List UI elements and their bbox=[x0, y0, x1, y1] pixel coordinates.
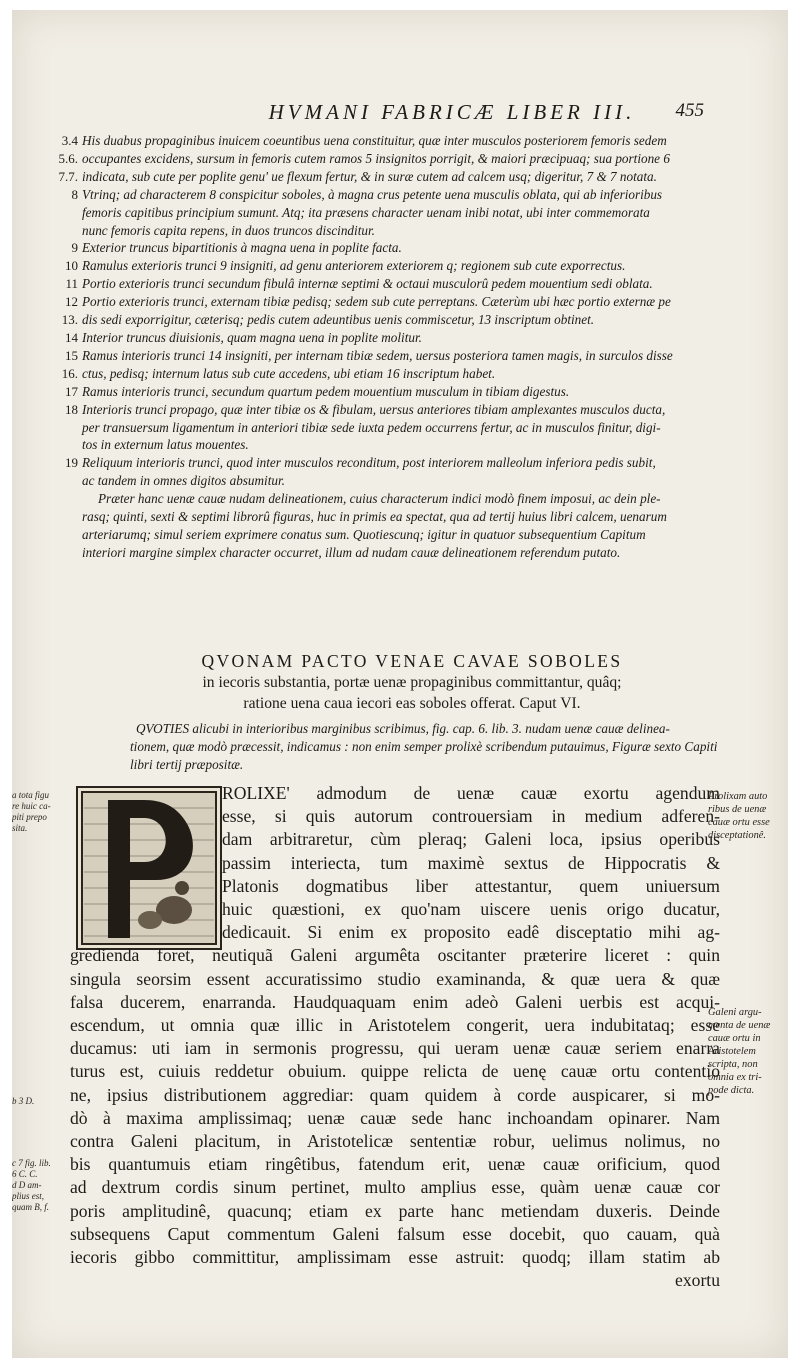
body-line: huic quæstioni, ex quo'nam uiscere uenis origo ducatur, bbox=[222, 899, 720, 920]
closing-note-line: rasq; quinti, sexti & septimi librorû figuras, huc in primis ea spectat, qua ad tertij huius libri calcem, uenarum bbox=[82, 509, 667, 525]
right-margin-note bbox=[708, 1006, 788, 1097]
legend-number: 13. bbox=[61, 312, 78, 328]
legend-text: Ramulus exterioris trunci 9 insigniti, ad genu anteriorem exteriorem q; regionem sub cute exporrectus. bbox=[82, 258, 626, 274]
legend-text: Vtrinq; ad characterem 8 conspicitur soboles, à magna crus petente uena musculis oblata, qui ab inferioribus bbox=[82, 186, 663, 202]
left-margin-note bbox=[12, 1096, 56, 1107]
running-head: HVMANI FABRICÆ LIBER III. bbox=[268, 100, 636, 124]
body-line: falsa ducerem, enarranda. Haudquaquam enim adeò Galeni uerbis est acqui- bbox=[70, 991, 720, 1012]
margin-note-line: disceptationê. bbox=[708, 830, 767, 841]
margin-note-line: Galeni argu- bbox=[708, 1007, 762, 1018]
legend-text: per transuersum ligamentum in anteriori tibiæ sede iuxta pedem occurrens fertur, ac in musculos finitur, digi- bbox=[82, 419, 661, 435]
legend-entry bbox=[32, 347, 752, 365]
legend-text: Ramus interioris trunci, secundum quartum pedem mouentium musculum in tibiam digestus. bbox=[82, 383, 570, 399]
right-margin-note bbox=[708, 790, 788, 842]
legend-number: 10 bbox=[65, 258, 78, 274]
left-margin-note bbox=[12, 790, 56, 834]
chapter-note-line: libri tertij præpositæ. bbox=[130, 756, 244, 772]
body-line: ne, ipsius distributionem aggrediar: quam quidem à corde auspicarer, si mo- bbox=[70, 1084, 720, 1105]
margin-note-line: Aristotelem bbox=[708, 1046, 756, 1057]
chapter-note bbox=[130, 720, 750, 774]
legend-number: 18 bbox=[65, 401, 78, 417]
closing-note-line: interiori margine simplex character occurret, illum ad nudam cauæ delineationem referendum putato. bbox=[82, 544, 621, 560]
legend-entry bbox=[32, 311, 752, 329]
legend-number: 8 bbox=[71, 186, 78, 202]
body-line: dò à maxima amplissimaq; uenæ cauæ sede hanc inchoandam opinarer. Nam bbox=[70, 1107, 720, 1128]
margin-note-line: scripta, non bbox=[708, 1059, 758, 1070]
body-line: dedicauit. Si enim ex proposito eadê disceptatio mihi ag- bbox=[222, 922, 720, 943]
book-page bbox=[12, 10, 788, 1358]
margin-note-line: quam B, f. bbox=[12, 1202, 49, 1212]
legend-entry bbox=[32, 239, 752, 257]
legend-entry bbox=[32, 293, 752, 311]
body-line: escendum, ut omnia quæ illic in Aristotelem congerit, uera indubitataq; esse bbox=[70, 1015, 720, 1036]
closing-note-line: Præter hanc uenæ cauæ nudam delineationem, cuius characterum indici modò finem imposui, ac dein ple- bbox=[98, 491, 661, 507]
margin-note-line: plius est, bbox=[12, 1191, 45, 1201]
margin-note-line: piti prepo bbox=[12, 812, 47, 822]
body-line: esse, si quis autorum controuersiam in medium adferen- bbox=[222, 806, 720, 827]
body-line: poris amplitudinê, quacunq; etiam ex parte hanc metiendam duxeris. Deinde bbox=[70, 1200, 720, 1221]
legend-number: 12 bbox=[65, 294, 78, 310]
legend-number: 7.7. bbox=[58, 168, 78, 184]
body-line: Platonis dogmatibus liber attestantur, quem uniuersum bbox=[222, 875, 720, 896]
legend-entry bbox=[32, 186, 752, 240]
legend-text: tos in externum latus mouentes. bbox=[82, 437, 249, 453]
chapter-title-line-3: ratione uena caua iecori eas soboles offerat. Caput VI. bbox=[243, 695, 581, 712]
chapter-note-line: tionem, quæ modò præcessit, indicamus : non enim semper prolixè scribendum putauimus, Figuræ sexto Capiti bbox=[130, 738, 718, 754]
closing-note-line: arteriarumq; simul seriem exprimere conatus sum. Quotiescunq; igitur in quatuor subsequentium Capitum bbox=[82, 526, 646, 542]
margin-note-line: re huic ca- bbox=[12, 801, 51, 811]
legend-text: Interioris trunci propago, quæ inter tibiæ os & fibulam, uersus anteriores tibiam amplexantes musculos ducta, bbox=[82, 401, 666, 417]
body-line: ROLIXE' admodum de uenæ cauæ exortu agendum bbox=[222, 783, 720, 803]
legend-entry bbox=[32, 365, 752, 383]
margin-note-line: Prolixam auto bbox=[708, 791, 768, 802]
legend-number: 9 bbox=[71, 240, 78, 256]
closing-note bbox=[32, 490, 752, 562]
margin-note-line: a tota figu bbox=[12, 790, 50, 800]
body-line: subsequens Caput commentum Galeni falsum esse docebit, quo cauam, quà bbox=[70, 1223, 720, 1244]
legend-text: dis sedi exporrigitur, cæterisq; pedis cutem adeuntibus uenis commiscetur, 13 inscriptum obtinet. bbox=[82, 312, 595, 328]
margin-note-line: c 7 fig. lib. bbox=[12, 1158, 51, 1168]
chapter-title-line-2: in iecoris substantia, portæ uenæ propaginibus committantur, quâq; bbox=[202, 674, 622, 691]
legend-entry bbox=[32, 329, 752, 347]
legend-text: His duabus propaginibus inuicem coeuntibus uena constituitur, quæ inter musculos posteriorem femoris sedem bbox=[82, 133, 667, 148]
left-margin-note bbox=[12, 1158, 56, 1213]
body-line: bis quantumuis etiam ringêtibus, fatendum erit, uenæ cauæ orificium, quod bbox=[70, 1154, 720, 1175]
legend-number: 5.6. bbox=[58, 150, 78, 166]
legend-entry bbox=[32, 132, 752, 150]
legend-text: Portio exterioris trunci, externam tibiæ pedisq; sedem sub cute perreptans. Cæterùm ubi hæc portio externæ pe bbox=[82, 294, 671, 310]
legend-text: ctus, pedisq; internum latus sub cute accedens, ubi etiam 16 inscriptum habet. bbox=[82, 365, 496, 381]
body-line: exortu bbox=[675, 1270, 720, 1291]
page-number: 455 bbox=[675, 100, 704, 121]
figure-legend bbox=[32, 132, 752, 562]
body-line: turus est, cuiuis reddetur obuium. quippe relicta de uenę cauæ ortu contentio bbox=[70, 1061, 720, 1082]
body-line: passim interiecta, tum maximè sextus de Hippocratis & bbox=[222, 852, 720, 873]
chapter-note-line: QVOTIES alicubi in interioribus marginibus scribimus, fig. cap. 6. lib. 3. nudam uenæ cauæ delinea- bbox=[136, 721, 670, 736]
legend-text: Ramus interioris trunci 14 insigniti, per internam tibiæ sedem, uersus posteriora tamen magis, in surculos disse bbox=[82, 347, 673, 363]
margin-note-line: 6 C. C. bbox=[12, 1169, 38, 1179]
body-line: singula seorsim essent accuratissimo studio examinanda, & quæ uera & quæ bbox=[70, 968, 720, 989]
legend-entry bbox=[32, 454, 752, 490]
chapter-title-line-1: QVONAM PACTO VENAE CAVAE SOBOLES bbox=[201, 651, 623, 671]
margin-note-line: cauæ ortu esse bbox=[708, 817, 770, 828]
legend-text: Reliquum interioris trunci, quod inter musculos reconditum, post interiorem malleolum inferiora pedis subit, bbox=[82, 455, 656, 471]
body-line: ducamus: uti iam in sermonis progressu, qui ueram uenæ cauæ seriem enarra bbox=[70, 1038, 720, 1059]
body-line: contra Galeni placitum, in Aristotelicæ sententiæ robur, uelimus nolimus, no bbox=[70, 1131, 720, 1152]
margin-note-line: cauæ ortu in bbox=[708, 1033, 761, 1044]
legend-entry bbox=[32, 275, 752, 293]
body-line: iecoris gibbo committitur, amplissimam esse astruit: quodq; illam statim ab bbox=[70, 1247, 720, 1268]
legend-text: ac tandem in omnes digitos absumitur. bbox=[82, 473, 285, 489]
margin-note-line: omnia ex tri- bbox=[708, 1072, 762, 1083]
legend-entry bbox=[32, 383, 752, 401]
legend-text: nunc femoris capita repens, in duos truncos discinditur. bbox=[82, 222, 375, 238]
margin-note-line: pode dicta. bbox=[708, 1085, 755, 1096]
legend-number: 17 bbox=[65, 383, 78, 399]
body-line: gredienda foret, neutiquã Galeni argumêta oscitanter præterire liceret : quin bbox=[70, 945, 720, 966]
margin-note-line: sita. bbox=[12, 823, 28, 833]
legend-number: 3.4 bbox=[61, 133, 78, 148]
legend-text: Portio exterioris trunci secundum fibulâ internæ septimi & octaui musculorû pedem mouentium sedi oblata. bbox=[82, 276, 653, 292]
legend-text: indicata, sub cute per poplite genu' ue flexum fertur, & in suræ cutem ad calcem usq; digeritur, 7 & 7 notata. bbox=[82, 168, 657, 184]
legend-entry bbox=[32, 401, 752, 455]
legend-text: Exterior truncus bipartitionis à magna uena in poplite facta. bbox=[82, 240, 402, 256]
legend-entry bbox=[32, 257, 752, 275]
legend-entry bbox=[32, 168, 752, 186]
margin-note-line: ribus de uenæ bbox=[708, 804, 767, 815]
legend-text: Interior truncus diuisionis, quam magna uena in poplite molitur. bbox=[82, 329, 422, 345]
legend-text: femoris capitibus principium sumunt. Atq; ita præsens character uenam inibi notat, ubi inter commemorata bbox=[82, 204, 650, 220]
chapter-heading bbox=[72, 650, 752, 714]
legend-entry bbox=[32, 150, 752, 168]
chapter-body bbox=[70, 782, 720, 1292]
margin-note-line: d D am- bbox=[12, 1180, 42, 1190]
legend-number: 14 bbox=[65, 329, 78, 345]
margin-note-line: menta de uenæ bbox=[708, 1020, 771, 1031]
body-line: dam arbitraretur, cùm pleraq; Galeni loca, ipsius operibus bbox=[222, 829, 720, 850]
legend-number: 16. bbox=[61, 365, 78, 381]
margin-note-line: b 3 D. bbox=[12, 1096, 35, 1106]
legend-number: 11 bbox=[65, 276, 78, 292]
legend-number: 15 bbox=[65, 347, 78, 363]
legend-text: occupantes excidens, sursum in femoris cutem ramos 5 insignitos porrigit, & maiori præcipuaq; sua portione 6 bbox=[82, 150, 670, 166]
legend-number: 19 bbox=[65, 455, 78, 471]
body-line: ad dextrum cordis sinum pertinet, multo amplius esse, quàm uenæ cauæ cor bbox=[70, 1177, 720, 1198]
